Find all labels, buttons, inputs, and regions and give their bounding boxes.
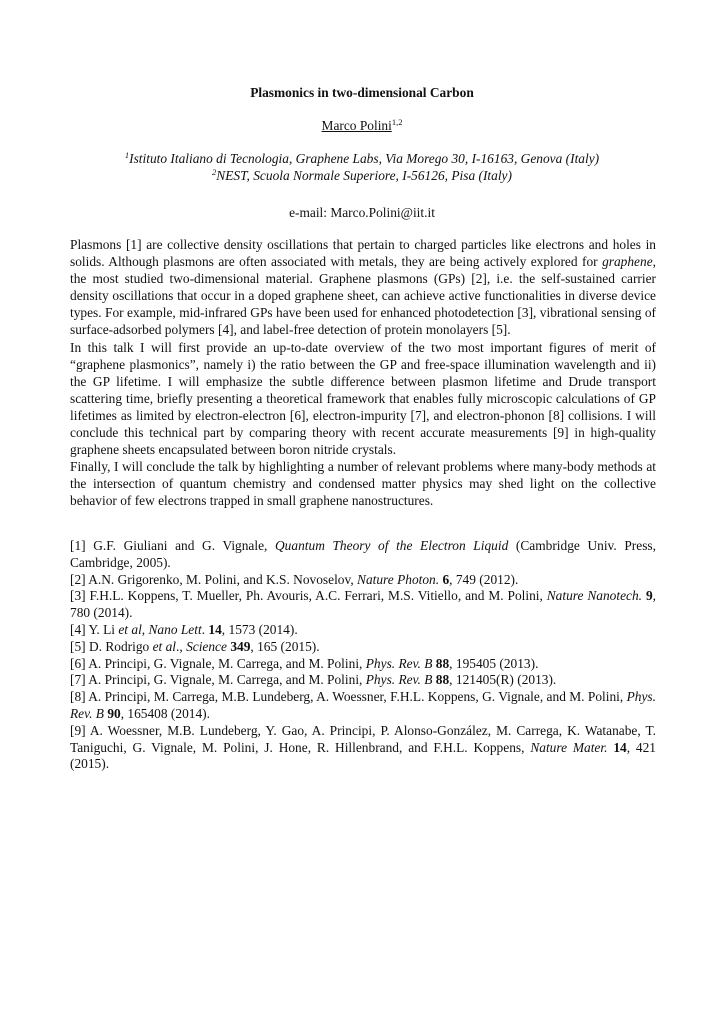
reference-5-authors: [5] D. Rodrigo bbox=[70, 638, 153, 654]
reference-6-pages: , 195405 (2013). bbox=[449, 655, 539, 671]
paragraph-2: In this talk I will first provide an up-to-date overview of the two most important figures of merit of “graphene plasmonics”, namely i) the ratio between the GP and free-space illumination wavelength and ii) the GP lifetime. I will emphasize the subtle difference between plasmon lifetime and Drude transport scattering time, briefly presenting a theoretical framework that enables fully microscopic calculations of GP lifetimes as limited by electron-electron [6], electron-impurity [7], and electron-phonon [8] collisions. I will conclude this technical part by comparing theory with recent accurate measurements [9] in high-quality graphene sheets encapsulated between boron nitride crystals. bbox=[70, 339, 656, 458]
reference-2-authors: [2] A.N. Grigorenko, M. Polini, and K.S. Novoselov, bbox=[70, 571, 358, 587]
reference-6 bbox=[70, 656, 656, 673]
affiliation-2-text: NEST, Scuola Normale Superiore, I-56126, Pisa (Italy) bbox=[216, 168, 512, 183]
reference-9-authors: [9] A. Woessner, M.B. Lundeberg, Y. Gao, A. Principi, P. Alonso-González, M. Carrega, K. Watanabe, T. Taniguchi, G. Vignale, M. Polini, J. Hone, R. Hillenbrand, and F.H.L. Koppens, bbox=[70, 722, 656, 755]
affiliation-2 bbox=[0, 167, 724, 184]
reference-4-sep2: . bbox=[201, 621, 209, 637]
paragraph-1 bbox=[70, 236, 656, 339]
reference-4-et-al: et al bbox=[118, 621, 142, 637]
reference-4-authors: [4] Y. Li bbox=[70, 621, 119, 637]
reference-8-volume: 90 bbox=[107, 705, 121, 721]
reference-8-pages: , 165408 (2014). bbox=[120, 705, 210, 721]
reference-2-pages: , 749 (2012). bbox=[449, 571, 519, 587]
reference-7-authors: [7] A. Principi, G. Vignale, M. Carrega, and M. Polini, bbox=[70, 672, 366, 688]
reference-5-pages: , 165 (2015). bbox=[250, 638, 320, 654]
reference-7-journal: Phys. Rev. B bbox=[365, 672, 433, 688]
reference-3-volume: 9 bbox=[645, 588, 653, 604]
affiliation-1 bbox=[0, 150, 724, 167]
reference-5 bbox=[70, 639, 656, 656]
reference-6-journal: Phys. Rev. B bbox=[365, 655, 433, 671]
reference-4-pages: , 1573 (2014). bbox=[221, 621, 298, 637]
author-name[interactable]: Marco Polini bbox=[321, 118, 392, 133]
reference-3-journal: Nature Nanotech. bbox=[546, 588, 643, 604]
reference-9-pages: , 421 (2015). bbox=[70, 739, 656, 772]
reference-list bbox=[70, 538, 656, 773]
reference-8-authors: [8] A. Principi, M. Carrega, M.B. Lundeberg, A. Woessner, F.H.L. Koppens, G. Vignale, and M. Polini, bbox=[70, 689, 627, 705]
paragraph-1-text-a: Plasmons [1] are collective density oscillations that pertain to charged particles like electrons and holes in solids. Although plasmons are often associated with metals, they are being actively explored for bbox=[70, 237, 656, 270]
abstract-body bbox=[70, 236, 656, 510]
reference-3 bbox=[70, 588, 656, 622]
reference-4-volume: 14 bbox=[208, 621, 222, 637]
reference-1-authors: [1] G.F. Giuliani and G. Vignale, bbox=[70, 538, 276, 553]
affiliation-1-mark: 1 bbox=[124, 150, 130, 160]
reference-2 bbox=[70, 572, 656, 589]
reference-9-journal: Nature Mater. bbox=[530, 739, 608, 755]
paragraph-3: Finally, I will conclude the talk by highlighting a number of relevant problems where many-body methods at the intersection of quantum chemistry and condensed matter physics may shed light on the collective behavior of few electrons trapped in small graphene nanostructures. bbox=[70, 459, 656, 509]
reference-2-volume: 6 bbox=[442, 571, 450, 587]
reference-7-volume: 88 bbox=[435, 672, 450, 688]
reference-4-journal: Nano Lett bbox=[148, 621, 202, 637]
email-line[interactable]: e-mail: Marco.Polini@iit.it bbox=[289, 205, 435, 220]
reference-8 bbox=[70, 689, 656, 723]
paper-title: Plasmonics in two-dimensional Carbon bbox=[250, 85, 474, 100]
reference-7-pages: , 121405(R) (2013). bbox=[449, 672, 557, 688]
reference-6-volume: 88 bbox=[435, 655, 450, 671]
reference-3-authors: [3] F.H.L. Koppens, T. Mueller, Ph. Avouris, A.C. Ferrari, M.S. Vitiello, and M. Polini, bbox=[70, 588, 547, 604]
reference-8-journal: Phys. Rev. B bbox=[70, 689, 656, 721]
affiliation-2-mark: 2 bbox=[212, 167, 217, 177]
author-affiliation-marks: 1,2 bbox=[391, 117, 403, 127]
reference-6-authors: [6] A. Principi, G. Vignale, M. Carrega, and M. Polini, bbox=[70, 655, 366, 671]
affiliation-1-text: Istituto Italiano di Tecnologia, Graphene Labs, Via Morego 30, I-16163, Genova (Italy) bbox=[129, 151, 600, 166]
reference-5-journal: Science bbox=[186, 638, 227, 654]
reference-3-pages: , 780 (2014). bbox=[70, 588, 656, 621]
reference-5-et-al: et al bbox=[152, 638, 177, 654]
author-line bbox=[0, 118, 724, 134]
reference-9-volume: 14 bbox=[613, 739, 627, 755]
affiliations bbox=[0, 150, 724, 184]
reference-2-journal: Nature Photon. bbox=[357, 571, 440, 587]
reference-1 bbox=[70, 538, 656, 572]
reference-4-sep: , bbox=[141, 621, 149, 637]
reference-1-publisher: (Cambridge Univ. Press, Cambridge, 2005). bbox=[70, 538, 656, 570]
reference-7 bbox=[70, 672, 656, 689]
paragraph-1-emphasis: graphene bbox=[602, 254, 653, 270]
reference-5-volume: 349 bbox=[230, 638, 251, 654]
paragraph-1-text-b: , the most studied two-dimensional material. Graphene plasmons (GPs) [2], i.e. the self-sustained carrier density oscillations that occur in a doped graphene sheet, can achieve active functionalities in diverse device types. For example, mid-infrared GPs have been used for enhanced photodetection [3], vibrational sensing of surface-adsorbed polymers [4], and label-free detection of protein monolayers [5]. bbox=[70, 254, 656, 338]
reference-1-book: Quantum Theory of the Electron Liquid bbox=[275, 538, 509, 553]
reference-9 bbox=[70, 723, 656, 773]
reference-4 bbox=[70, 622, 656, 639]
reference-5-sep: ., bbox=[176, 638, 187, 654]
